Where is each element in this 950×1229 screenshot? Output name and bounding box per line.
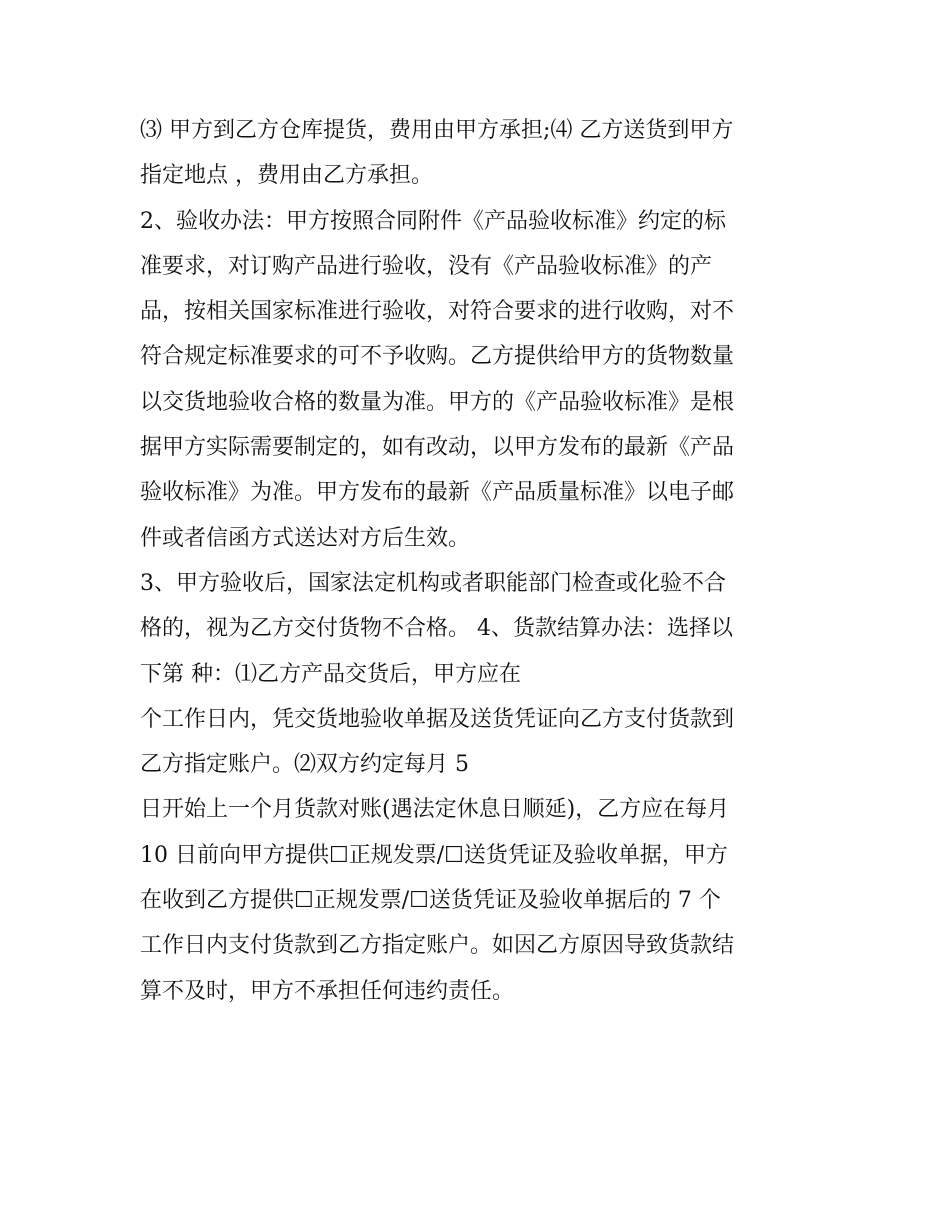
text-line: 算不及时，甲方不承担任何违约责任。 — [140, 978, 515, 1004]
text-line: 在收到乙方提供☐正规发票/☐送货凭证及验收单据后的 7 个 — [140, 888, 721, 914]
text-line: 符合规定标准要求的可不予收购。乙方提供给甲方的货物数量 — [140, 344, 735, 370]
text-line: 10 日前向甲方提供☐正规发票/☐送货凭证及验收单据，甲方 — [140, 842, 728, 868]
text-line: 件或者信函方式送达对方后生效。 — [140, 525, 471, 551]
text-line: 据甲方实际需要制定的，如有改动，以甲方发布的最新《产品 — [140, 435, 735, 461]
contract-text-body — [140, 108, 830, 1014]
text-line: 下第 种：⑴乙方产品交货后，甲方应在 — [140, 661, 521, 687]
text-line: 工作日内支付货款到乙方指定账户。如因乙方原因导致货款结 — [140, 933, 735, 959]
text-line: 格的，视为乙方交付货物不合格。 4、货款结算办法：选择以 — [140, 616, 733, 642]
text-line: 乙方指定账户。⑵双方约定每月 5 — [140, 752, 469, 778]
text-line: 准要求，对订购产品进行验收，没有《产品验收标准》的产 — [140, 253, 713, 279]
text-line: 2、验收办法：甲方按照合同附件《产品验收标准》约定的标 — [140, 208, 726, 234]
text-line: 个工作日内，凭交货地验收单据及送货凭证向乙方支付货款到 — [140, 706, 735, 732]
text-line: 验收标准》为准。甲方发布的最新《产品质量标准》以电子邮 — [140, 480, 735, 506]
text-line: ⑶ 甲方到乙方仓库提货，费用由甲方承担;⑷ 乙方送货到甲方 — [140, 118, 734, 143]
text-line: 日开始上一个月货款对账(遇法定休息日顺延)，乙方应在每月 — [140, 797, 730, 823]
text-line: 品，按相关国家标准进行验收，对符合要求的进行收购，对不 — [140, 299, 735, 325]
text-line: 以交货地验收合格的数量为准。甲方的《产品验收标准》是根 — [140, 389, 735, 415]
text-line: 3、甲方验收后，国家法定机构或者职能部门检查或化验不合 — [140, 570, 726, 596]
text-line: 指定地点 ，费用由乙方承担。 — [140, 163, 433, 189]
